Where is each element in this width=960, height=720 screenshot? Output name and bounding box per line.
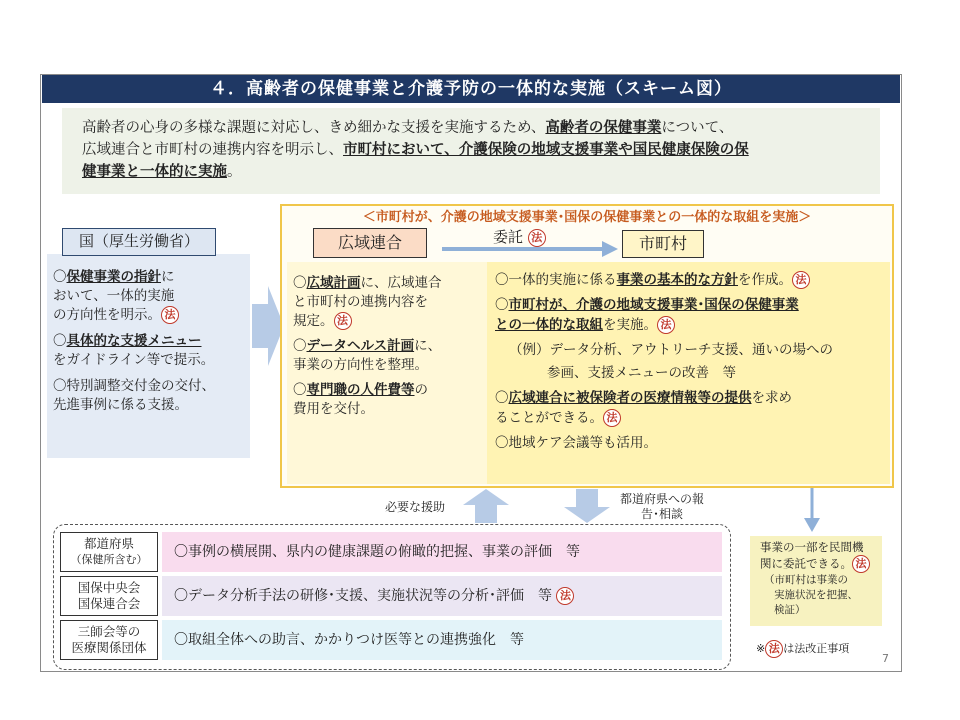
legal-mark-icon: 法: [556, 587, 574, 605]
side-note-line4: 実施状況を把握、: [774, 589, 858, 601]
legal-mark-icon: 法: [161, 306, 179, 324]
shi-item2-emphasis-b: との一体的な取組: [495, 317, 603, 333]
kouiki-item2-emphasis: データヘルス計画: [306, 338, 415, 354]
kuni-item1-a: に: [161, 269, 175, 285]
kuni-item3-b: 先進事例に係る支援。: [53, 397, 188, 413]
kuni-content-box: 〇保健事業の指針に おいて、一体的実施 の方向性を明示。 法 〇具体的な支援メニュー をガイドライン等で提示。 〇特別調整交付金の交付、 先進事例に係る支援。: [47, 254, 250, 458]
row-label-line2: 医療関係団体: [71, 640, 147, 655]
kuni-item1-c: の方向性を明示。: [53, 307, 161, 323]
kuni-item1-emphasis: 保健事業の指針: [66, 269, 161, 285]
shi-item1-a: 一体的実施に係る: [508, 272, 617, 288]
kuni-item2-b: をガイドライン等で提示。: [53, 352, 215, 368]
legal-mark-icon: 法: [765, 640, 783, 658]
intro-line1-end: について、: [661, 120, 734, 136]
side-note-line2: 関に委託できる。: [760, 556, 852, 571]
kouiki-item3-b: 費用を交付。: [293, 401, 374, 417]
kuni-item2-emphasis: 具体的な支援メニュー: [66, 333, 202, 349]
intro-line2: 広域連合と市町村の連携内容を明示し、: [82, 142, 343, 158]
itaku-text: 委託: [493, 228, 524, 246]
side-note-line5: 検証）: [774, 604, 806, 616]
intro-text-box: [62, 108, 880, 194]
side-note-line3: （市町村は事業の: [764, 574, 848, 586]
down-arrow-icon: [564, 489, 610, 523]
shi-item1-emphasis: 事業の基本的な方針: [616, 272, 738, 288]
side-note-box: [750, 536, 882, 626]
shi-item1-b: を作成。: [738, 272, 792, 288]
row-label-medical: [60, 620, 158, 660]
row-content-kokuho: [162, 576, 722, 616]
shi-item2-emphasis-a: 市町村が、介護の地域支援事業･国保の保健事業: [508, 297, 799, 313]
row-label-kokuho: [60, 576, 158, 616]
kuni-label: 国（厚生労働省）: [62, 228, 216, 256]
row-label-line1: 都道府県: [83, 536, 134, 551]
support-label: 必要な援助: [384, 500, 445, 514]
shi-item2-b: を実施。: [603, 317, 657, 333]
legal-mark-icon: 法: [603, 409, 621, 427]
shichoson-label: 市町村: [622, 230, 704, 258]
intro-line3-emphasis: 健事業と一体的に実施: [82, 164, 227, 180]
row-content-prefecture: 〇事例の横展開、県内の健康課題の俯瞰的把握、事業の評価 等: [162, 532, 722, 572]
joint-implementation-title: ＜市町村が、介護の地域支援事業･国保の保健事業との一体的な取組を実施＞: [362, 210, 812, 225]
legend-prefix: ※: [756, 642, 766, 655]
intro-line1-emphasis: 高齢者の保健事業: [545, 120, 662, 136]
kuni-item3-a: 特別調整交付金の交付、: [66, 378, 215, 394]
legal-mark-icon: 法: [334, 312, 352, 330]
row-label-line2: （保健所含む）: [70, 553, 148, 566]
row-content-kokuho-text: 〇データ分析手法の研修･支援、実施状況等の分析･評価 等: [174, 588, 552, 604]
shi-item3-b: ることができる。: [495, 410, 603, 426]
itaku-arrow-icon: [440, 236, 618, 258]
kouiki-content-box: 〇広域計画に、広域連合 と市町村の連携内容を 規定。 法 〇データヘルス計画に、 事業の方向性を整理。 〇専門職の人件費等の 費用を交付。: [287, 262, 487, 484]
report-label: 都道府県への報告･相談: [619, 492, 704, 521]
legal-mark-icon: 法: [657, 316, 675, 334]
row-content-medical: 〇取組全体への助言、かかりつけ医等との連携強化 等: [162, 620, 722, 660]
legal-mark-icon: 法: [792, 271, 810, 289]
kouiki-item2-b: 事業の方向性を整理。: [293, 357, 428, 373]
shi-example-line1: （例）データ分析、アウトリーチ支援、通いの場への: [509, 342, 833, 358]
shi-item4: 地域ケア会議等も活用。: [508, 435, 657, 451]
shi-item3-a: を求め: [751, 390, 792, 406]
row-label-line1: 国保中央会: [77, 580, 141, 595]
kouiki-item3-a: の: [414, 382, 428, 398]
legal-mark-icon: 法: [528, 229, 546, 247]
side-note-line1: 事業の一部を民間機: [760, 540, 864, 554]
intro-line3-end: 。: [227, 164, 242, 180]
page-title: ４．高齢者の保健事業と介護予防の一体的な実施（スキーム図）: [42, 75, 900, 103]
row-label-line2: 国保連合会: [77, 596, 141, 611]
kouiki-item1-a: に、広域連合: [360, 275, 442, 291]
kouiki-item1-emphasis: 広域計画: [306, 275, 361, 291]
legal-mark-icon: 法: [852, 555, 870, 573]
shichoson-content-box: 〇一体的実施に係る事業の基本的な方針を作成。 法 〇市町村が、介護の地域支援事業･国保の保健事業 との一体的な取組を実施。 法 （例）データ分析、アウトリーチ支援、通いの場への 参画、支援メニューの改善 等 〇広域連合に被保険者の医療情報等の提供を求め ることができる。 法 〇地域ケア会議等も活用。: [487, 262, 890, 484]
up-arrow-icon: [463, 489, 509, 523]
kuni-item1-b: おいて、一体的実施: [53, 288, 175, 304]
kouiki-item2-a: に、: [414, 338, 442, 354]
shi-example-line2: 参画、支援メニューの改善 等: [547, 365, 736, 381]
shi-item3-emphasis: 広域連合に被保険者の医療情報等の提供: [508, 390, 752, 406]
legend: [756, 640, 849, 658]
down-arrow-small-icon: [804, 488, 820, 532]
kouiki-item1-b: と市町村の連携内容を: [293, 294, 428, 310]
kouiki-item3-emphasis: 専門職の人件費等: [306, 382, 415, 398]
kouiki-item1-c: 規定。: [293, 313, 334, 329]
intro-line2-emphasis: 市町村において、介護保険の地域支援事業や国民健康保険の保: [343, 142, 749, 158]
intro-line1: 高齢者の心身の多様な課題に対応し、きめ細かな支援を実施するため、: [82, 120, 546, 136]
row-label-line1: 三師会等の: [77, 624, 141, 639]
legend-suffix: は法改正事項: [783, 642, 850, 655]
kouiki-label: 広域連合: [313, 228, 427, 258]
page-number: 7: [882, 652, 889, 665]
row-label-prefecture: [60, 532, 158, 572]
